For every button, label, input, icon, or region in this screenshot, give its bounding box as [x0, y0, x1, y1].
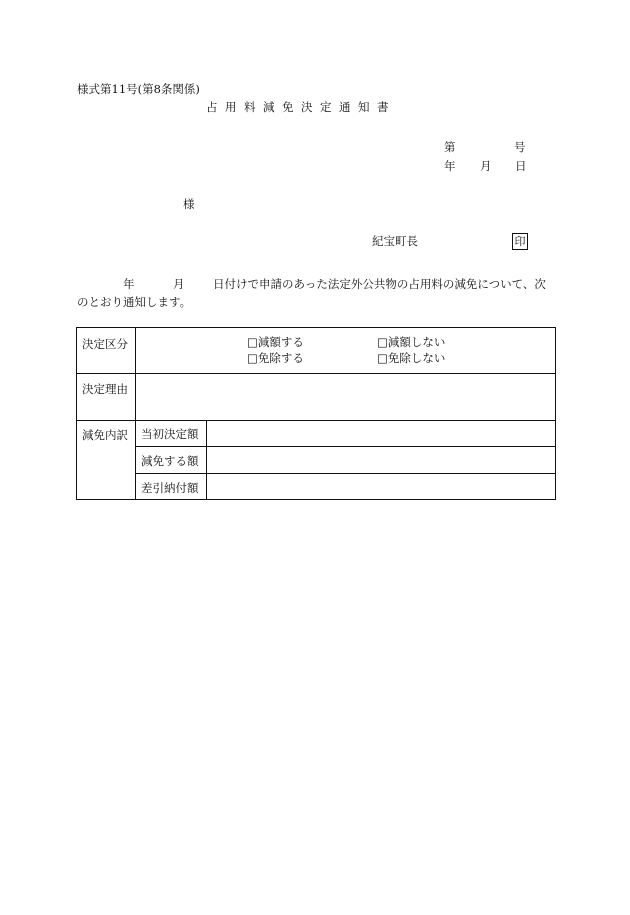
- addressee-honorific: 様: [183, 197, 195, 211]
- table-divider: [135, 473, 555, 474]
- ref-number-suffix: 号: [514, 140, 526, 154]
- form-number: 様式第11号(第8条関係): [77, 82, 200, 96]
- option-exempt-checkbox[interactable]: □免除する: [247, 351, 304, 365]
- date-day: 日: [515, 159, 527, 173]
- reduction-amount-label: 減免する額: [141, 454, 199, 468]
- table-divider: [77, 420, 555, 421]
- decision-category-label: 決定区分: [82, 337, 128, 351]
- option-no-exempt-checkbox[interactable]: □免除しない: [377, 351, 446, 365]
- breakdown-label: 減免内訳: [82, 428, 128, 442]
- body-paragraph: [77, 275, 557, 311]
- ref-number-prefix: 第: [444, 140, 456, 154]
- body-year: 年: [123, 277, 135, 291]
- table-divider: [135, 446, 555, 447]
- body-line-2: のとおり通知します。: [77, 295, 192, 309]
- sender-name: 紀宝町長: [372, 234, 418, 248]
- seal-text: 印: [514, 235, 526, 248]
- initial-amount-label: 当初決定額: [141, 427, 199, 441]
- table-divider: [206, 420, 207, 499]
- date-month: 月: [480, 159, 492, 173]
- decision-table: [76, 327, 556, 500]
- body-line-1-text: 日付けで申請のあった法定外公共物の占用料の減免について、次: [213, 277, 546, 291]
- date-year: 年: [444, 159, 456, 173]
- body-line-1: [77, 275, 557, 293]
- seal-stamp: [512, 233, 528, 250]
- table-divider: [77, 373, 555, 374]
- document-title: 占用料減免決定通知書: [206, 100, 396, 114]
- option-no-reduce-checkbox[interactable]: □減額しない: [377, 335, 446, 349]
- decision-reason-label: 決定理由: [82, 382, 128, 396]
- option-reduce-checkbox[interactable]: □減額する: [247, 335, 304, 349]
- net-payment-label: 差引納付額: [141, 481, 199, 495]
- body-month: 月: [173, 277, 185, 291]
